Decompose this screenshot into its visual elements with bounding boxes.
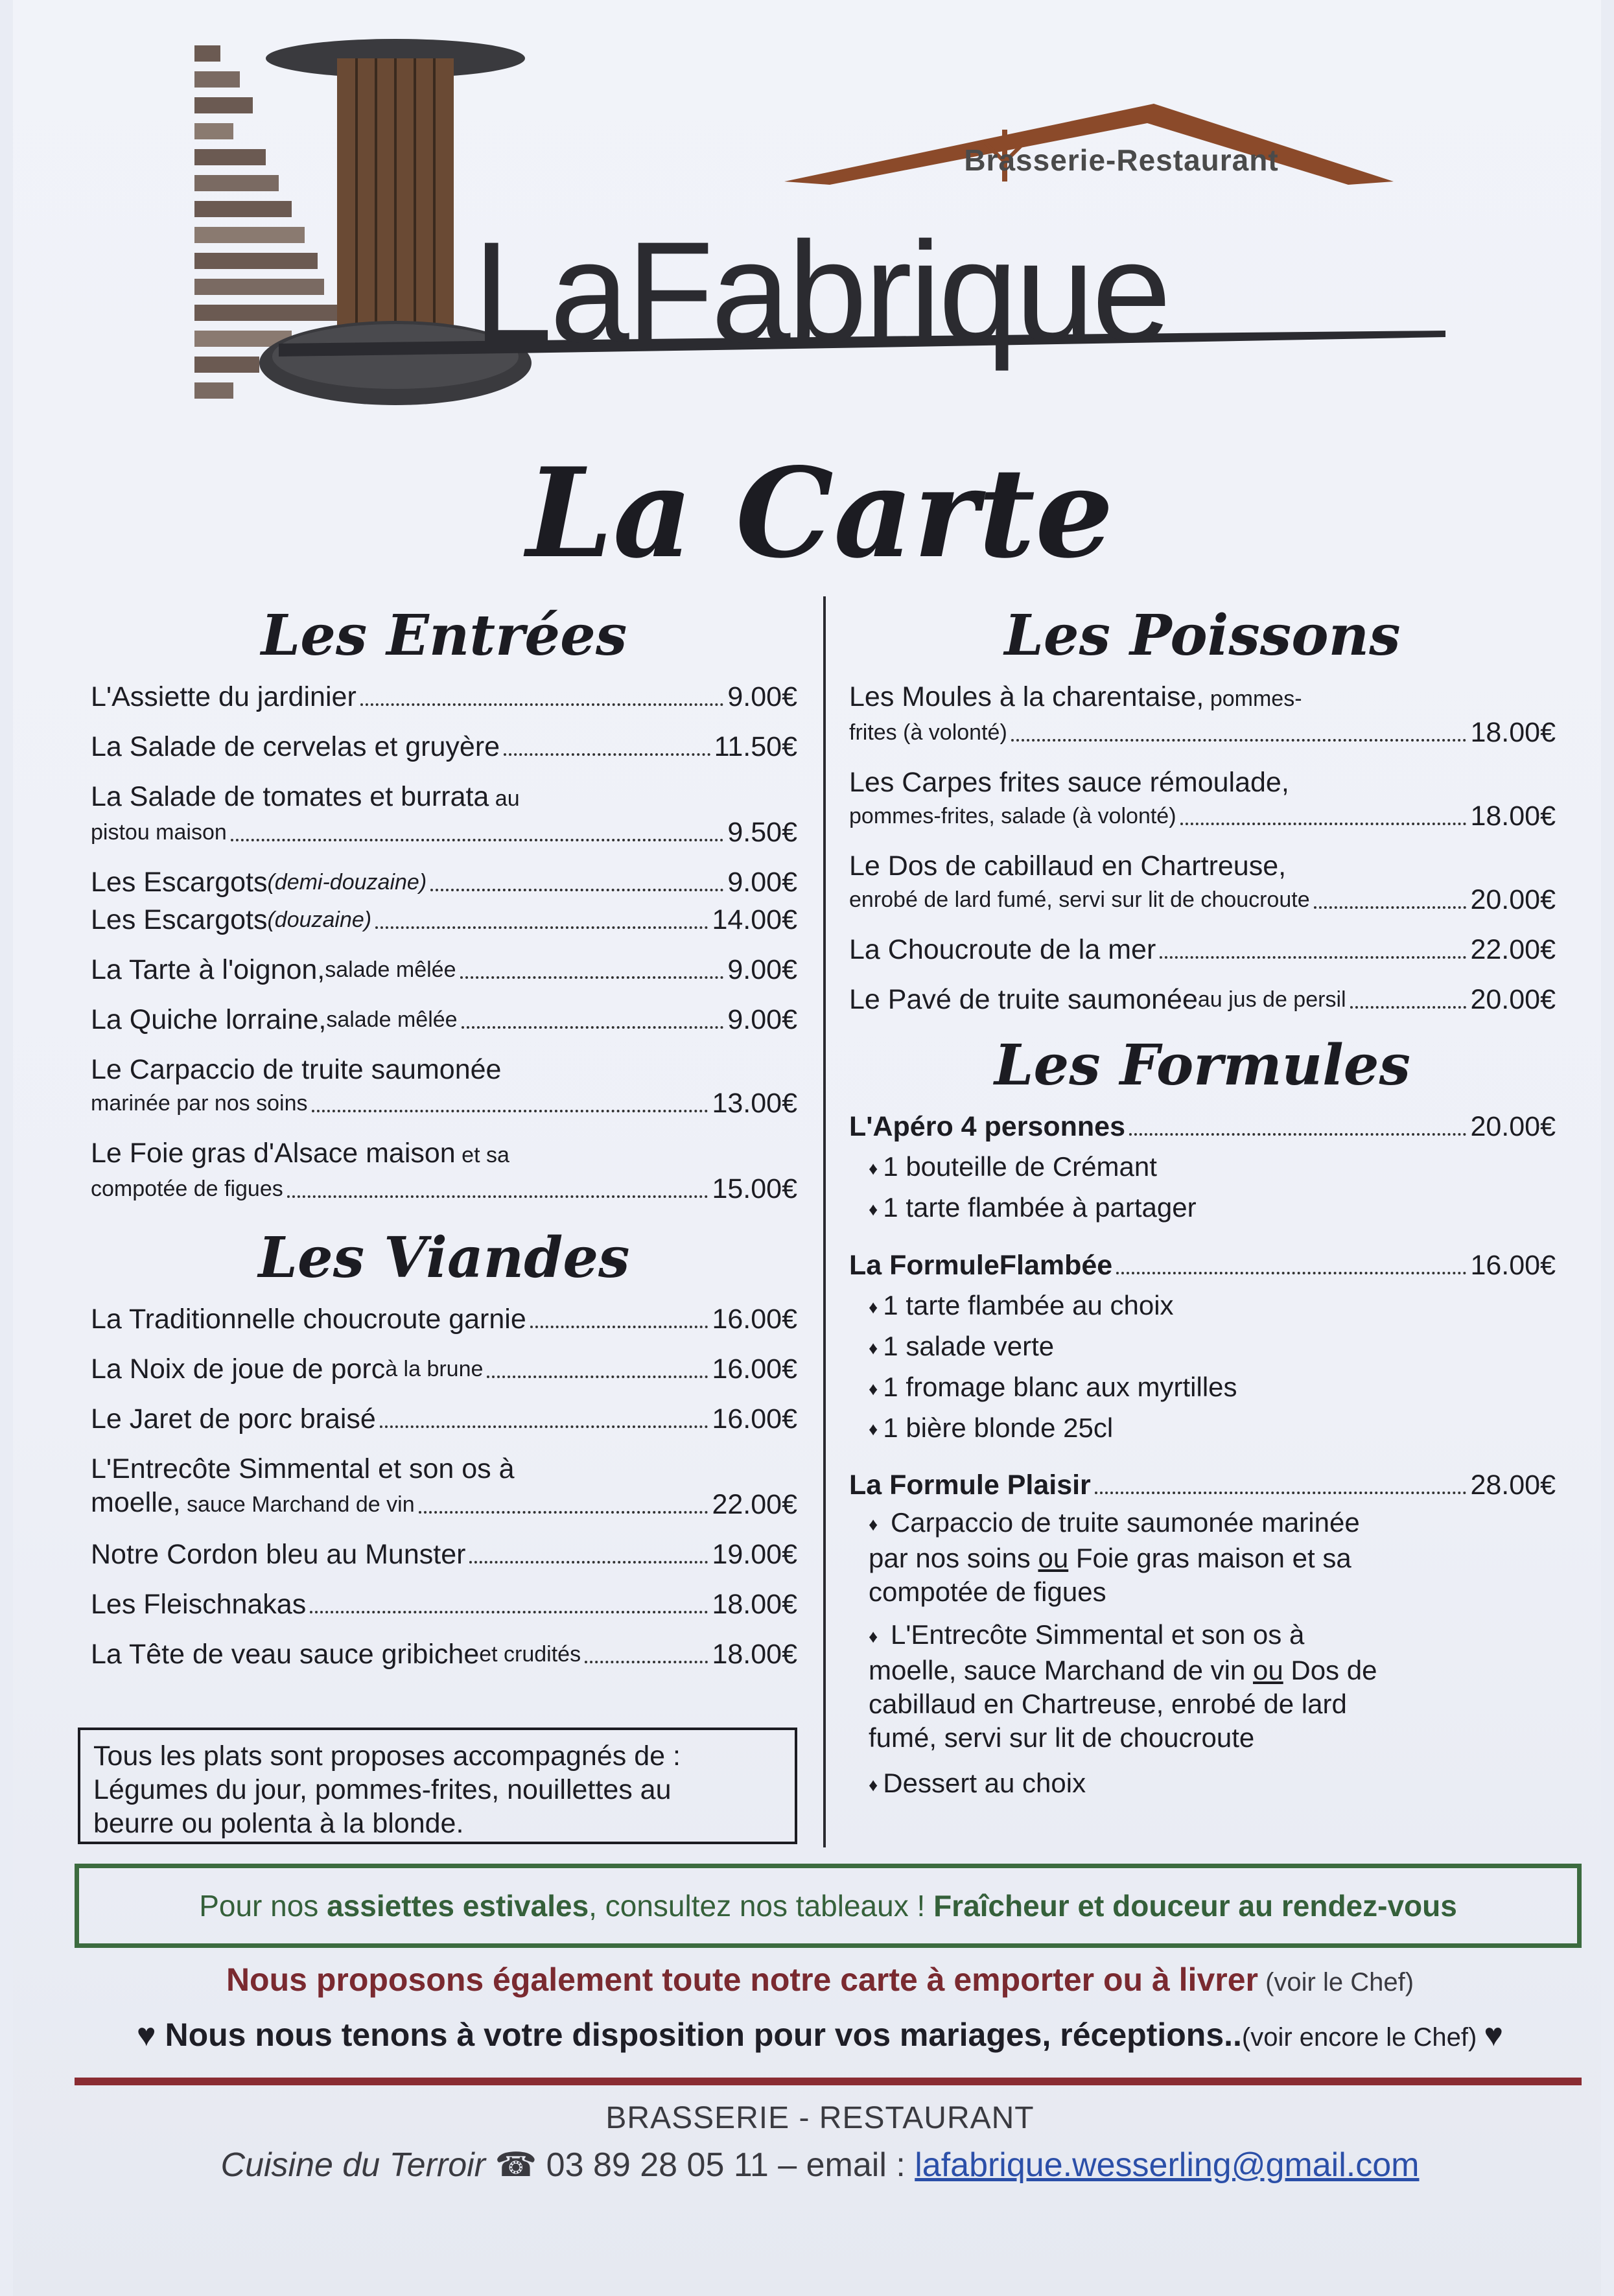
formula-line: ♦ 1 salade verte [849,1327,1556,1368]
menu-item: La Salade de tomates et burrata au pistou maison 9.50€ [91,781,797,848]
footer-rule [75,2078,1582,2085]
section-title-viandes: Les Viandes [258,1225,630,1291]
right-column [849,603,1556,1805]
menu-item: Le Dos de cabillaud en Chartreuse, enrobé de lard fumé, servi sur lit de choucroute 20.00€ [849,850,1556,915]
menu-item: Le Pavé de truite saumonée au jus de persil 20.00€ [849,984,1556,1015]
footer-title: BRASSERIE - RESTAURANT [605,2101,1035,2135]
section-title-formules: Les Formules [994,1033,1410,1098]
column-divider [823,596,826,1847]
formula-line: ♦ 1 tarte flambée à partager [849,1188,1556,1229]
formula-line: ♦ 1 bière blonde 25cl [849,1409,1556,1449]
logo [181,32,1452,421]
menu-item: L'Entrecôte Simmental et son os à moelle, sauce Marchand de vin 22.00€ [91,1453,797,1520]
heart-icon: ♥ [1484,2017,1504,2053]
page-title: La Carte [526,441,1114,585]
menu-item: La Traditionnelle choucroute garnie 16.00€ [91,1304,797,1335]
menu-item: La Tarte à l'oignon, salade mêlée 9.00€ [91,954,797,985]
menu-item: La Tête de veau sauce gribiche et crudités 18.00€ [91,1639,797,1670]
left-column [91,603,797,1687]
footer-contact: Cuisine du Terroir ☎ 03 89 28 05 11 – email : lafabrique.wesserling@gmail.com [220,2146,1420,2184]
section-title-entrees: Les Entrées [261,603,627,668]
phone-number: 03 89 28 05 11 – email : [537,2146,915,2184]
email-link[interactable]: lafabrique.wesserling@gmail.com [915,2146,1420,2184]
menu-item: Les Escargots (demi-douzaine) 9.00€ [91,867,797,898]
formula-line: ♦ Dessert au choix [849,1764,1556,1805]
heart-icon: ♥ [136,2017,156,2053]
menu-item: L'Assiette du jardinier 9.00€ [91,681,797,712]
menu-item: Les Fleischnakas 18.00€ [91,1589,797,1620]
formula-apero: L'Apéro 4 personnes 20.00€ [849,1111,1556,1142]
formula-line: ♦ Carpaccio de truite saumonée marinée par nos soins ou Foie gras maison et sa compotée de figues [849,1506,1556,1609]
menu-sheet [13,0,1601,2296]
takeaway-notice: Nous proposons également toute notre carte à emporter ou à livrer (voir le Chef) [226,1962,1414,1998]
menu-item: Notre Cordon bleu au Munster 19.00€ [91,1539,797,1570]
formula-flambee: La FormuleFlambée 16.00€ [849,1249,1556,1281]
menu-item: La Noix de joue de porc à la brune 16.00€ [91,1353,797,1385]
menu-item: La Quiche lorraine, salade mêlée 9.00€ [91,1004,797,1035]
accompaniment-note: Tous les plats sont proposes accompagnés de : Légumes du jour, pommes-frites, nouillettes au beurre ou polenta à la blonde. [78,1728,797,1844]
phone-icon: ☎ [495,2146,537,2184]
menu-item: Les Carpes frites sauce rémoulade, pommes-frites, salade (à volonté) 18.00€ [849,767,1556,832]
menu-item: Le Jaret de porc braisé 16.00€ [91,1403,797,1435]
formula-plaisir: La Formule Plaisir 28.00€ [849,1470,1556,1501]
menu-item: Le Carpaccio de truite saumonée marinée par nos soins 13.00€ [91,1054,797,1119]
menu-item: Le Foie gras d'Alsace maison et sa compotée de figues 15.00€ [91,1138,797,1204]
formula-line: ♦ 1 fromage blanc aux myrtilles [849,1368,1556,1409]
section-title-poissons: Les Poissons [1004,603,1401,668]
brand-name: LaFabrique [473,212,1169,371]
menu-item: La Choucroute de la mer 22.00€ [849,934,1556,965]
menu-item: Les Moules à la charentaise, pommes- frites (à volonté) 18.00€ [849,681,1556,748]
summer-banner: Pour nos assiettes estivales , consultez nos tableaux ! Fraîcheur et douceur au rendez-vous [75,1864,1582,1948]
menu-item: Les Escargots (douzaine) 14.00€ [91,904,797,935]
events-notice: ♥ Nous nous tenons à votre disposition pour vos mariages, réceptions..(voir encore le Chef) ♥ [136,2017,1504,2053]
brasserie-subtitle: Brasserie-Restaurant [964,143,1279,177]
menu-item: La Salade de cervelas et gruyère 11.50€ [91,731,797,762]
formula-line: ♦ 1 bouteille de Crémant [849,1147,1556,1188]
formula-line: ♦ 1 tarte flambée au choix [849,1286,1556,1327]
formula-line: ♦ L'Entrecôte Simmental et son os à moelle, sauce Marchand de vin ou Dos de cabillaud en Chartreuse, enrobé de lard fumé, servi sur lit de choucroute [849,1618,1556,1755]
